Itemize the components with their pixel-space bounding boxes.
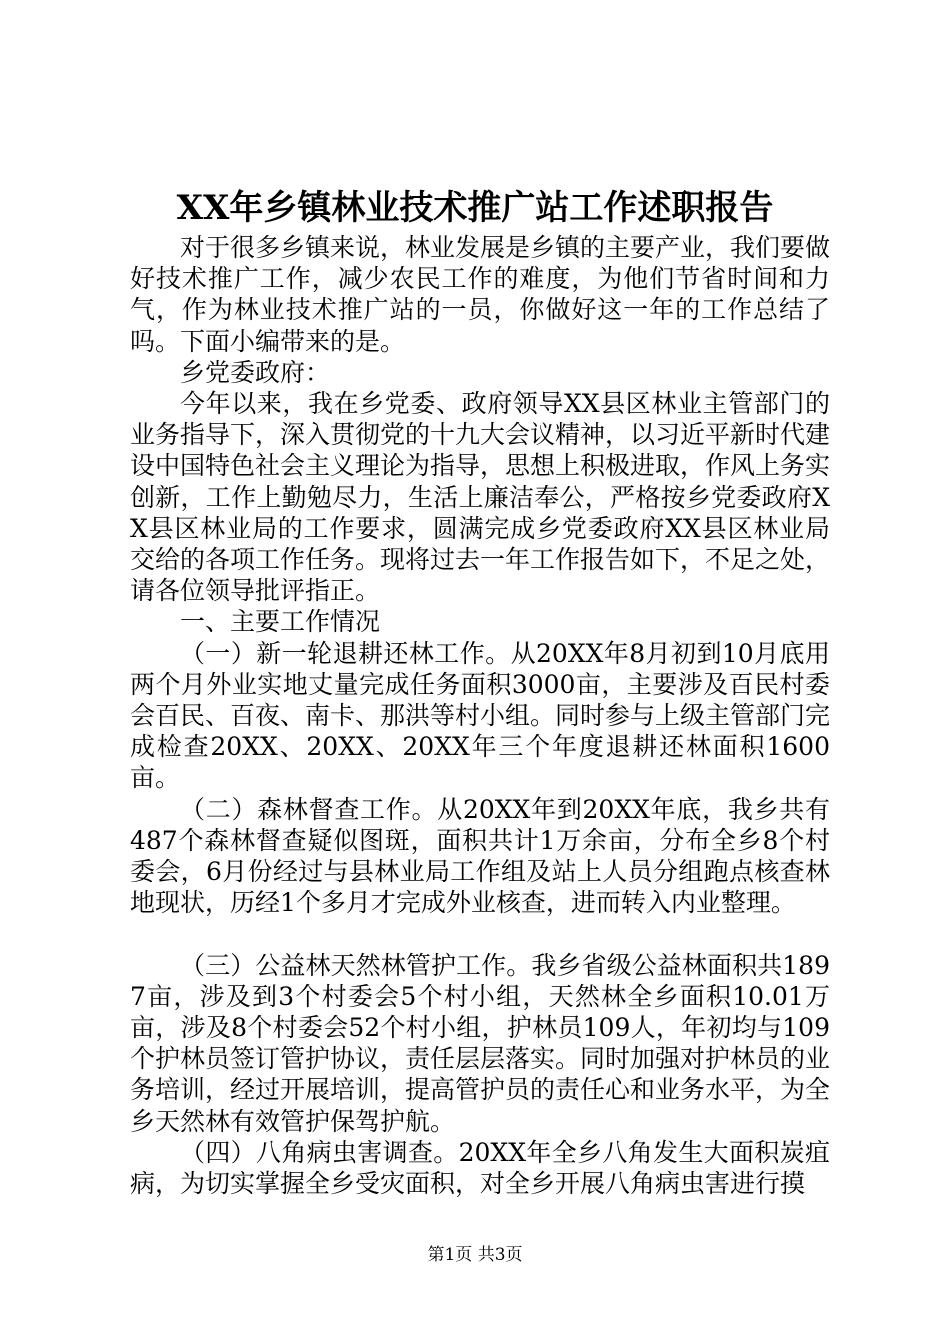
paragraph-salutation: 乡党委政府： xyxy=(180,357,331,387)
section-heading-main-work: 一、主要工作情况 xyxy=(180,607,381,637)
document-title: XX年乡镇林业技术推广站工作述职报告 xyxy=(176,188,774,228)
paragraph-item-2: （二）森林督查工作。从20XX年到20XX年底，我乡共有487个森林督查疑似图斑，面积共计1万余亩，分布全乡8个村委会，6月份经过与县林业局工作组及站上人员分组跑点核查林地现状，历经1个多月才完成外业核查，进而转入内业整理。 xyxy=(130,794,830,918)
paragraph-item-4: （四）八角病虫害调查。20XX年全乡八角发生大面积炭疽病，为切实掌握全乡受灾面积，对全乡开展八角病虫害进行摸 xyxy=(130,1137,830,1199)
paragraph-overview: 今年以来，我在乡党委、政府领导XX县区林业主管部门的业务指导下，深入贯彻党的十九大会议精神，以习近平新时代建设中国特色社会主义理论为指导，思想上积极进取，作风上务实创新，工作上勤勉尽力，生活上廉洁奉公，严格按乡党委政府XX县区林业局的工作要求，圆满完成乡党委政府XX县区林业局交给的各项工作任务。现将过去一年工作报告如下，不足之处，请各位领导批评指正。 xyxy=(130,389,831,606)
document-body xyxy=(130,232,830,1199)
paragraph-intro: 对于很多乡镇来说，林业发展是乡镇的主要产业，我们要做好技术推广工作，减少农民工作的难度，为他们节省时间和力气，作为林业技术推广站的一员，你做好这一年的工作总结了吗。下面小编带来的是。 xyxy=(130,233,831,356)
page-number-footer: 第1页 共3页 xyxy=(427,1245,523,1265)
blank-line xyxy=(130,918,830,949)
paragraph-item-1: （一）新一轮退耕还林工作。从20XX年8月初到10月底用两个月外业实地丈量完成任务面积3000亩，主要涉及百民村委会百民、百夜、南卡、那洪等村小组。同时参与上级主管部门完成检查20XX、20XX、20XX年三个年度退耕还林面积1600亩。 xyxy=(130,638,831,793)
paragraph-item-3: （三）公益林天然林管护工作。我乡省级公益林面积共1897亩，涉及到3个村委会5个村小组，天然林全乡面积10.01万亩，涉及8个村委会52个村小组，护林员109人，年初均与109个护林员签订管护协议，责任层层落实。同时加强对护林员的业务培训，经过开展培训，提高管护员的责任心和业务水平，为全乡天然林有效管护保驾护航。 xyxy=(130,950,831,1136)
